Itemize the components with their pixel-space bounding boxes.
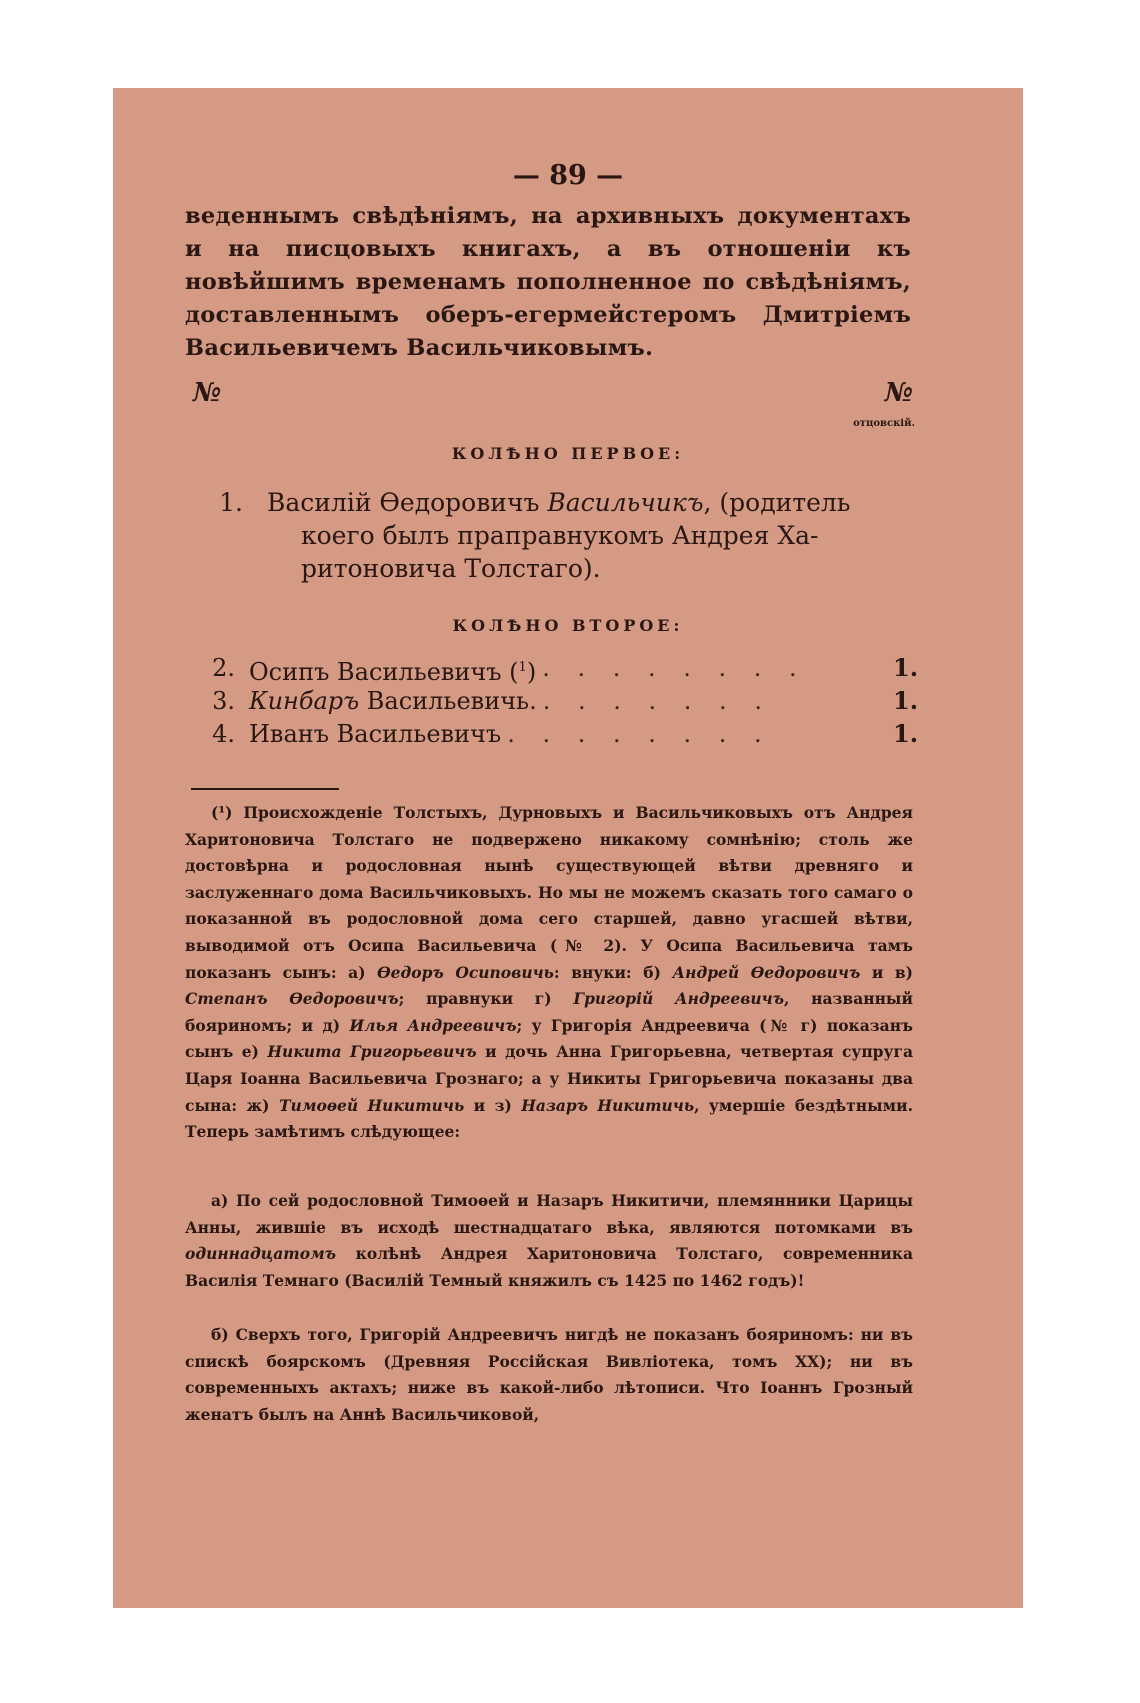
footnote-name: Андрей Ѳедоровичъ bbox=[672, 962, 861, 982]
entry-name: Осипъ Васильевичъ ( bbox=[249, 658, 519, 686]
footnote-name: Илья Андреевичъ bbox=[349, 1015, 517, 1035]
book-page bbox=[113, 88, 1023, 1608]
genealogy-entry-3 bbox=[205, 686, 917, 716]
footnote-text: и дочь Анна Григорьевна, четвертая супруга Царя Іоанна Васильевича Грознаго; а у Никиты Григорьевича показаны два сына: ж) bbox=[185, 1042, 913, 1115]
footnote-text: колѣнѣ Андрея Харитоновича Толстаго, современника Василія Темнаго (Василій Темный княжилъ съ 1425 по 1462 годъ)! bbox=[185, 1244, 913, 1290]
genealogy-entry-2 bbox=[205, 653, 917, 687]
generation-heading-first: КОЛѢНО ПЕРВОЕ: bbox=[451, 444, 685, 463]
father-number: 1. bbox=[893, 719, 919, 748]
footnote-text: и з) bbox=[473, 1095, 512, 1115]
genealogy-entry-1 bbox=[213, 486, 923, 585]
leader-dots: . . . . . . . . bbox=[542, 654, 807, 682]
footnote-name: Тимоѳей Никитичь bbox=[278, 1095, 465, 1115]
footnote-text: , умершіе бездѣтными. Теперь замѣтимъ слѣдующее: bbox=[185, 1095, 914, 1142]
footnote-text: ; правнуки г) bbox=[398, 989, 552, 1009]
entry-nickname: Васильчикъ bbox=[547, 488, 704, 517]
genealogy-entry-4 bbox=[205, 719, 917, 749]
footnote-text: , названный бояриномъ; и д) bbox=[185, 989, 913, 1035]
father-number: 1. bbox=[893, 686, 919, 715]
footnote-name: Никита Григорьевичъ bbox=[267, 1042, 477, 1062]
footnote-text: и в) bbox=[871, 962, 914, 982]
footnote-marker: 1 bbox=[518, 660, 527, 675]
footnote-1 bbox=[185, 800, 913, 1146]
footnote-name: Назаръ Никитичь bbox=[521, 1095, 695, 1115]
column-label-right: № bbox=[884, 378, 913, 408]
entry-note-line2: коего былъ праправнукомъ Андрея Ха- bbox=[301, 521, 819, 550]
footnote-emphasis: одиннадцатомъ bbox=[185, 1244, 337, 1264]
page-number: — 89 — bbox=[512, 160, 624, 191]
column-label-right-sub: отцовскій. bbox=[853, 418, 915, 429]
generation-heading-second: КОЛѢНО ВТОРОЕ: bbox=[452, 616, 684, 635]
entry-name-end: Васильевичь. bbox=[359, 687, 537, 715]
entry-index: 4. bbox=[212, 720, 235, 748]
entry-index: 3. bbox=[212, 687, 235, 715]
column-label-left: № bbox=[193, 378, 222, 408]
leader-dots: . . . . . . . bbox=[542, 687, 772, 715]
footnote-1a bbox=[185, 1188, 913, 1294]
father-number: 1. bbox=[893, 653, 919, 682]
footnote-text: : внуки: б) bbox=[553, 962, 661, 982]
footnote-separator bbox=[191, 788, 339, 790]
intro-paragraph: веденнымъ свѣдѣніямъ, на архивныхъ документахъ и на писцовыхъ книгахъ, а въ отношеніи къ новѣйшимъ временамъ пополненное по свѣдѣніямъ, доставленнымъ оберъ-егермейстеромъ Дмитріемъ Васильевичемъ Васильчиковымъ. bbox=[185, 203, 911, 361]
entry-note-line3: ритоновича Толстаго). bbox=[301, 554, 601, 583]
entry-index: 2. bbox=[212, 654, 235, 682]
entry-name: Кинбаръ bbox=[249, 687, 360, 715]
entry-note-start: , (родитель bbox=[703, 488, 851, 517]
footnote-1b: б) Сверхъ того, Григорій Андреевичъ нигдѣ не показанъ бояриномъ: ни въ спискѣ боярскомъ (Древняя Россійская Вивліотека, томъ XX); ни въ современныхъ актахъ; ниже въ какой-либо лѣтописи. Что Іоаннъ Грозный женатъ былъ на Аннѣ Васильчиковой, bbox=[185, 1325, 913, 1424]
footnote-text: а) По сей родословной Тимоѳей и Назаръ Никитичи, племянники Царицы Анны, жившіе въ исходѣ шестнадцатаго вѣка, являются потомками въ bbox=[185, 1191, 913, 1237]
entry-index: 1. bbox=[219, 488, 243, 517]
footnote-name: Степанъ Ѳедоровичъ bbox=[185, 989, 399, 1009]
footnote-text: ; у Григорія Андреевича (№ г) показанъ сынъ е) bbox=[185, 1015, 913, 1062]
footnote-text: (¹) Происхожденіе Толстыхъ, Дурновыхъ и Васильчиковыхъ отъ Андрея Харитоновича Толстаго не подвержено никакому сомнѣнію; столь же достовѣрна и родословная нынѣ существующей вѣтви древняго и заслуженнаго дома Васильчиковыхъ. Но мы не можемъ сказать того самаго о показанной въ родословной дома сего старшей, давно угасшей вѣтви, выводимой отъ Осипа Васильевича (№ 2). У Осипа Васильевича тамъ показанъ сынъ: а) bbox=[185, 803, 913, 982]
footnote-name: Григорій Андреевичъ bbox=[573, 989, 785, 1009]
leader-dots: . . . . . . . . bbox=[507, 720, 772, 748]
footnote-name: Ѳедоръ Осиповичь bbox=[377, 962, 554, 982]
entry-name: Василій Ѳедоровичъ bbox=[267, 488, 548, 517]
entry-name: Иванъ Васильевичъ bbox=[249, 720, 502, 748]
entry-name-end: ) bbox=[526, 658, 537, 686]
